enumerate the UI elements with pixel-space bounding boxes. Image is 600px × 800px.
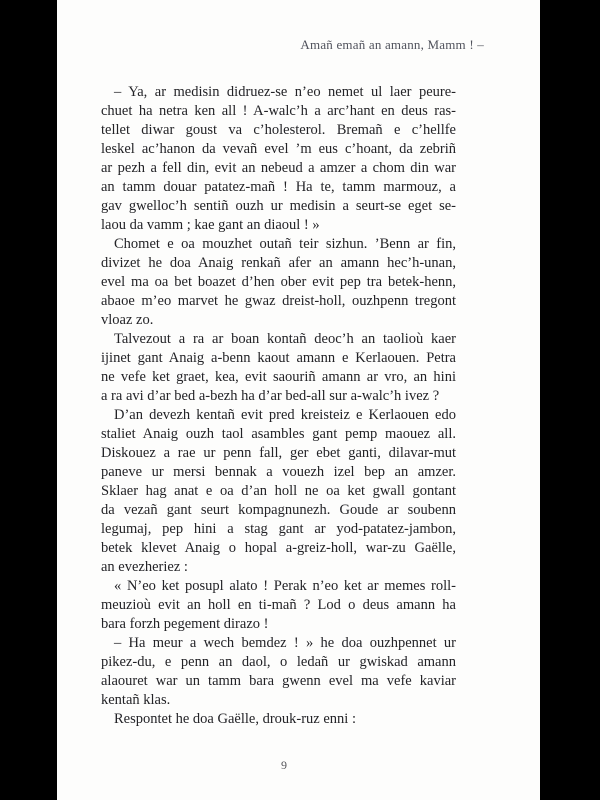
text-line: evel ma oa bet boazet d’hen ober evit pep tra betek-henn, — [101, 274, 456, 290]
text-line: kentañ klas. — [101, 692, 171, 708]
text-line: betek klevet Anaig o hopal a-greiz-holl, war-zu Gaëlle, — [101, 540, 456, 556]
text-line: vloaz zo. — [101, 312, 154, 328]
text-line: an evezheriez : — [101, 559, 188, 575]
text-line: ne vefe ket graet, kea, evit saouriñ amann ar vro, an hini — [101, 369, 456, 385]
text-line: abaoe m’eo marvet he gwaz dreist-holl, ouzhpenn tregont — [101, 293, 456, 309]
text-line: D’an devezh kentañ evit pred kreisteiz e Kerlaouen edo — [114, 407, 456, 423]
text-line: staliet Anaig ouzh taol asambles gant pemp maouez all. — [101, 426, 456, 442]
text-line: Sklaer hag anat e oa d’an holl ne oa ket gwall gontant — [101, 483, 456, 499]
running-header: Amañ emañ an amann, Mamm ! – — [300, 37, 484, 52]
text-line: paneve ur mersi bennak a vouezh izel bep an amzer. — [101, 464, 456, 480]
paragraph — [101, 634, 456, 710]
text-line: chuet ha netra ken all ! A-walc’h a arc’hant en deus ras- — [101, 103, 456, 119]
text-line: ar pezh a fell din, evit an nebeud a amzer a chom din war — [101, 160, 456, 176]
text-line: Diskouez a rae ur penn fall, ger ebet ganti, dilavar-mut — [101, 445, 456, 461]
text-line: leskel ac’hanon da vevañ evel ’m eus c’hoant, da zebriñ — [101, 141, 456, 157]
paragraph — [101, 710, 456, 729]
paragraph — [101, 406, 456, 577]
text-line: Respontet he doa Gaëlle, drouk-ruz enni : — [114, 711, 356, 727]
scan-right-black-bar — [540, 0, 600, 800]
text-line: a ra avi d’ar bed a-bezh ha d’ar bed-all sur a-walc’h ivez ? — [101, 388, 440, 404]
text-line: bara forzh pegement dirazo ! — [101, 616, 269, 632]
text-line: Chomet e oa mouzhet outañ teir sizhun. ’Benn ar fin, — [114, 236, 456, 252]
text-line: pikez-du, e penn an daol, o ledañ ur gwiskad amann — [101, 654, 456, 670]
text-line: Talvezout a ra ar boan kontañ deoc’h an taolioù kaer — [114, 331, 456, 347]
text-line: meuzioù evit an holl en ti-mañ ? Lod o deus amann ha — [101, 597, 456, 613]
text-line: ijinet gant Anaig a-benn kaout amann e Kerlaouen. Petra — [101, 350, 456, 366]
book-page — [57, 0, 540, 800]
text-line: an tamm douar patatez-mañ ! Ha te, tamm marmouz, a — [101, 179, 456, 195]
text-line: gav gwelloc’h sentiñ ouzh ur medisin a seurt-se eget se- — [101, 198, 456, 214]
text-line: alaouret war un tamm bara gwenn evel ma vefe kaviar — [101, 673, 456, 689]
paragraph — [101, 83, 456, 235]
page-number: 9 — [281, 758, 287, 772]
scan-left-black-bar — [0, 0, 57, 800]
paragraph — [101, 577, 456, 634]
text-line: da vezañ gant seurt kompagnunezh. Goude ar soubenn — [101, 502, 456, 518]
paragraph — [101, 330, 456, 406]
text-line: – Ya, ar medisin didruez-se n’eo nemet ul laer peure- — [114, 84, 456, 100]
text-line: laou da vamm ; kae gant an diaoul ! » — [101, 217, 320, 233]
text-line: – Ha meur a wech bemdez ! » he doa ouzhpennet ur — [114, 635, 456, 651]
paragraph — [101, 235, 456, 330]
text-line: legumaj, pep hini a stag gant ar yod-patatez-jambon, — [101, 521, 456, 537]
body-text — [101, 83, 456, 729]
text-line: « N’eo ket posupl alato ! Perak n’eo ket ar memes roll- — [114, 578, 456, 594]
text-line: divizet he doa Anaig renkañ afer an amann hec’h-unan, — [101, 255, 456, 271]
text-line: tellet diwar goust va c’holesterol. Bremañ e c’hellfe — [101, 122, 456, 138]
